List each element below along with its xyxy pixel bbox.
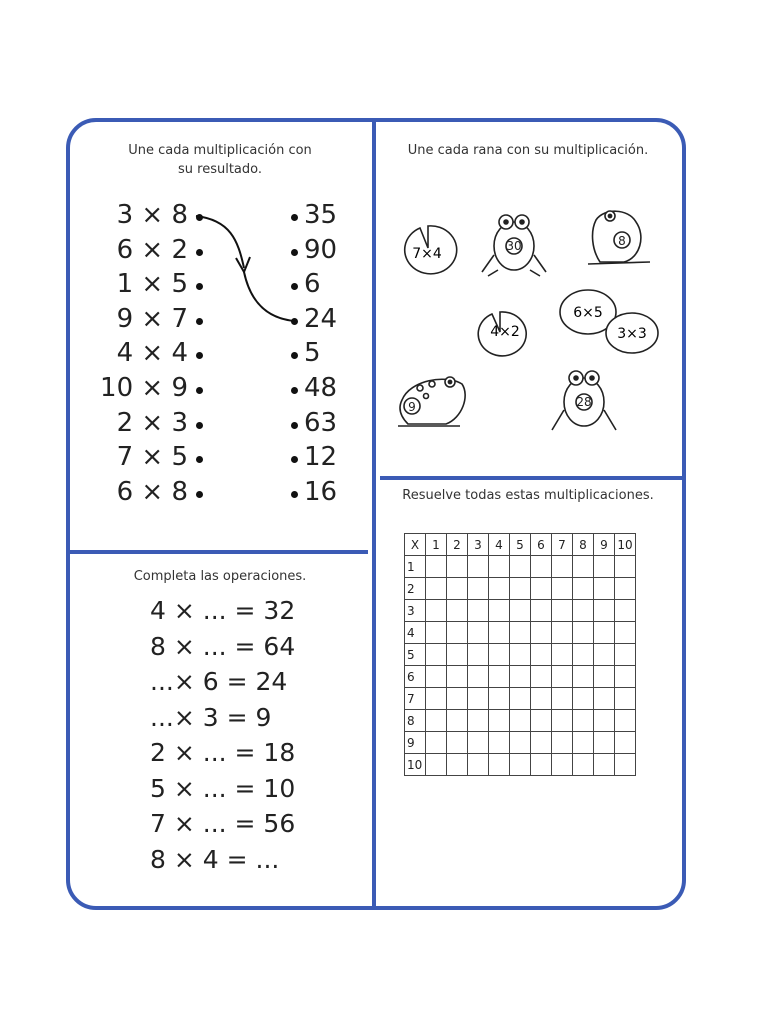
result: 6 [304, 269, 321, 300]
operation-row[interactable]: ...× 6 = 24 [150, 667, 288, 696]
result: 5 [304, 338, 321, 369]
answer-cell[interactable] [552, 688, 573, 710]
answer-cell[interactable] [489, 732, 510, 754]
operation: 10 × 9 [100, 373, 188, 403]
frog-label: 9 [408, 400, 416, 414]
operation-row[interactable]: 4 × ... = 32 [150, 596, 296, 625]
answer-cell[interactable] [594, 644, 615, 666]
operation: 6 × 8 [116, 476, 188, 507]
row-header: 5 [405, 644, 426, 666]
answer-cell[interactable] [447, 644, 468, 666]
answer-cell[interactable] [531, 666, 552, 688]
answer-cell[interactable] [489, 600, 510, 622]
answer-cell[interactable] [615, 556, 636, 578]
answer-cell[interactable] [489, 556, 510, 578]
result: 63 [304, 407, 338, 438]
answer-cell[interactable] [489, 644, 510, 666]
operation: 7 × 5 [116, 442, 188, 473]
column-header: 2 [447, 534, 468, 556]
answer-cell[interactable] [531, 710, 552, 732]
answer-cell[interactable] [468, 556, 489, 578]
answer-cell[interactable] [594, 732, 615, 754]
table-instruction: Resuelve todas estas multiplicaciones. [402, 488, 654, 503]
answer-cell[interactable] [468, 732, 489, 754]
frog-30 [482, 215, 546, 276]
answer-cell[interactable] [615, 710, 636, 732]
frog-28 [552, 371, 616, 430]
answer-cell[interactable] [489, 666, 510, 688]
table-row [405, 666, 636, 688]
column-header: 1 [426, 534, 447, 556]
table-row [405, 710, 636, 732]
answer-cell[interactable] [447, 666, 468, 688]
operation-row[interactable]: 5 × ... = 10 [150, 773, 296, 803]
result: 35 [304, 200, 338, 230]
frog-8 [588, 211, 650, 264]
answer-cell[interactable] [573, 688, 594, 710]
column-header: 4 [489, 534, 510, 556]
answer-cell[interactable] [552, 754, 573, 776]
match-instruction-line1: Une cada multiplicación con [128, 143, 312, 158]
table-row [405, 732, 636, 754]
pad-label: 3×3 [617, 326, 647, 342]
answer-cell[interactable] [510, 644, 531, 666]
operation-row[interactable]: 8 × 4 = ... [150, 844, 280, 874]
answer-cell[interactable] [426, 600, 447, 622]
answer-cell[interactable] [468, 644, 489, 666]
frog-instruction: Une cada rana con su multiplicación. [407, 143, 649, 158]
operation: 1 × 5 [116, 269, 188, 300]
answer-cell[interactable] [510, 666, 531, 688]
result: 16 [304, 476, 338, 507]
answer-cell[interactable] [510, 754, 531, 776]
table-row [405, 556, 636, 578]
answer-cell[interactable] [594, 556, 615, 578]
complete-instruction: Completa las operaciones. [133, 569, 307, 584]
answer-cell[interactable] [510, 578, 531, 600]
answer-cell[interactable] [615, 666, 636, 688]
answer-cell[interactable] [531, 754, 552, 776]
operation-row[interactable]: 8 × ... = 64 [150, 631, 296, 661]
answer-cell[interactable] [573, 644, 594, 666]
answer-cell[interactable] [573, 622, 594, 644]
result: 90 [304, 234, 338, 265]
answer-cell[interactable] [510, 710, 531, 732]
answer-cell[interactable] [510, 622, 531, 644]
lily-pad-7x4 [405, 226, 457, 274]
frog-label: 30 [506, 239, 522, 253]
answer-cell[interactable] [426, 754, 447, 776]
answer-cell[interactable] [573, 732, 594, 754]
answer-cell[interactable] [552, 710, 573, 732]
result: 24 [304, 303, 338, 334]
answer-cell[interactable] [426, 556, 447, 578]
answer-cell[interactable] [489, 754, 510, 776]
answer-cell[interactable] [447, 688, 468, 710]
answer-cell[interactable] [426, 688, 447, 710]
table-row [405, 644, 636, 666]
operation: 6 × 2 [116, 234, 188, 265]
row-header: 9 [405, 732, 426, 754]
answer-cell[interactable] [552, 622, 573, 644]
answer-cell[interactable] [426, 710, 447, 732]
answer-cell[interactable] [447, 754, 468, 776]
answer-cell[interactable] [552, 578, 573, 600]
answer-cell[interactable] [510, 556, 531, 578]
answer-cell[interactable] [447, 578, 468, 600]
answer-cell[interactable] [594, 578, 615, 600]
answer-cell[interactable] [573, 754, 594, 776]
answer-cell[interactable] [510, 600, 531, 622]
answer-cell[interactable] [426, 732, 447, 754]
operation-row[interactable]: 7 × ... = 56 [150, 809, 296, 838]
answer-cell[interactable] [573, 600, 594, 622]
answer-cell[interactable] [447, 732, 468, 754]
match-instruction-line2: su resultado. [178, 162, 262, 177]
table-corner: X [405, 534, 426, 556]
result: 12 [304, 442, 338, 473]
answer-cell[interactable] [615, 600, 636, 622]
answer-cell[interactable] [573, 578, 594, 600]
answer-cell[interactable] [615, 688, 636, 710]
answer-cell[interactable] [510, 688, 531, 710]
answer-cell[interactable] [615, 644, 636, 666]
answer-cell[interactable] [594, 622, 615, 644]
answer-cell[interactable] [447, 556, 468, 578]
column-header: 5 [510, 534, 531, 556]
table-row [405, 578, 636, 600]
answer-cell[interactable] [510, 732, 531, 754]
answer-cell[interactable] [426, 644, 447, 666]
answer-cell[interactable] [615, 578, 636, 600]
row-header: 8 [405, 710, 426, 732]
answer-cell[interactable] [426, 622, 447, 644]
column-header: 6 [531, 534, 552, 556]
column-header: 3 [468, 534, 489, 556]
pad-label: 6×5 [573, 305, 603, 321]
operation: 4 × 4 [116, 338, 188, 369]
answer-cell[interactable] [552, 556, 573, 578]
column-header: 10 [615, 534, 636, 556]
answer-cell[interactable] [447, 710, 468, 732]
answer-cell[interactable] [447, 600, 468, 622]
operation-row[interactable]: ...× 3 = 9 [150, 702, 272, 732]
frog-9 [398, 377, 465, 426]
answer-cell[interactable] [594, 688, 615, 710]
row-header: 10 [405, 754, 426, 776]
answer-cell[interactable] [552, 644, 573, 666]
answer-cell[interactable] [531, 556, 552, 578]
frog-label: 28 [576, 395, 592, 409]
frog-label: 8 [618, 234, 626, 248]
answer-cell[interactable] [468, 710, 489, 732]
answer-cell[interactable] [573, 666, 594, 688]
row-header: 3 [405, 600, 426, 622]
answer-cell[interactable] [615, 622, 636, 644]
answer-cell[interactable] [426, 666, 447, 688]
answer-cell[interactable] [531, 578, 552, 600]
answer-cell[interactable] [468, 688, 489, 710]
answer-cell[interactable] [468, 600, 489, 622]
column-header: 8 [573, 534, 594, 556]
answer-cell[interactable] [594, 754, 615, 776]
table-row [405, 754, 636, 776]
multiplication-table [404, 533, 636, 776]
answer-cell[interactable] [552, 666, 573, 688]
table-row [405, 600, 636, 622]
lily-pad-4x2 [478, 312, 526, 356]
answer-cell[interactable] [468, 622, 489, 644]
table-row [405, 688, 636, 710]
answer-cell[interactable] [594, 600, 615, 622]
answer-cell[interactable] [489, 710, 510, 732]
answer-cell[interactable] [447, 622, 468, 644]
answer-cell[interactable] [531, 622, 552, 644]
operation: 3 × 8 [116, 200, 188, 230]
answer-cell[interactable] [615, 732, 636, 754]
answer-cell[interactable] [531, 732, 552, 754]
row-header: 1 [405, 556, 426, 578]
lily-pad-3x3 [606, 313, 658, 353]
row-header: 7 [405, 688, 426, 710]
column-header: 9 [594, 534, 615, 556]
answer-cell[interactable] [489, 688, 510, 710]
row-header: 4 [405, 622, 426, 644]
row-header: 6 [405, 666, 426, 688]
answer-cell[interactable] [426, 578, 447, 600]
operation-row[interactable]: 2 × ... = 18 [150, 738, 296, 767]
pad-label: 7×4 [412, 246, 442, 262]
answer-cell[interactable] [552, 600, 573, 622]
answer-cell[interactable] [468, 578, 489, 600]
answer-cell[interactable] [573, 556, 594, 578]
answer-cell[interactable] [489, 578, 510, 600]
result: 48 [304, 373, 338, 403]
answer-cell[interactable] [531, 600, 552, 622]
answer-cell[interactable] [573, 710, 594, 732]
answer-cell[interactable] [594, 666, 615, 688]
table-header-row [405, 534, 636, 556]
answer-cell[interactable] [468, 666, 489, 688]
answer-cell[interactable] [531, 688, 552, 710]
operation: 9 × 7 [116, 303, 188, 334]
answer-cell[interactable] [594, 710, 615, 732]
operation: 2 × 3 [116, 407, 188, 438]
answer-cell[interactable] [552, 732, 573, 754]
answer-cell[interactable] [615, 754, 636, 776]
column-header: 7 [552, 534, 573, 556]
answer-cell[interactable] [531, 644, 552, 666]
answer-cell[interactable] [468, 754, 489, 776]
pad-label: 4×2 [490, 324, 520, 340]
table-row [405, 622, 636, 644]
row-header: 2 [405, 578, 426, 600]
answer-cell[interactable] [489, 622, 510, 644]
